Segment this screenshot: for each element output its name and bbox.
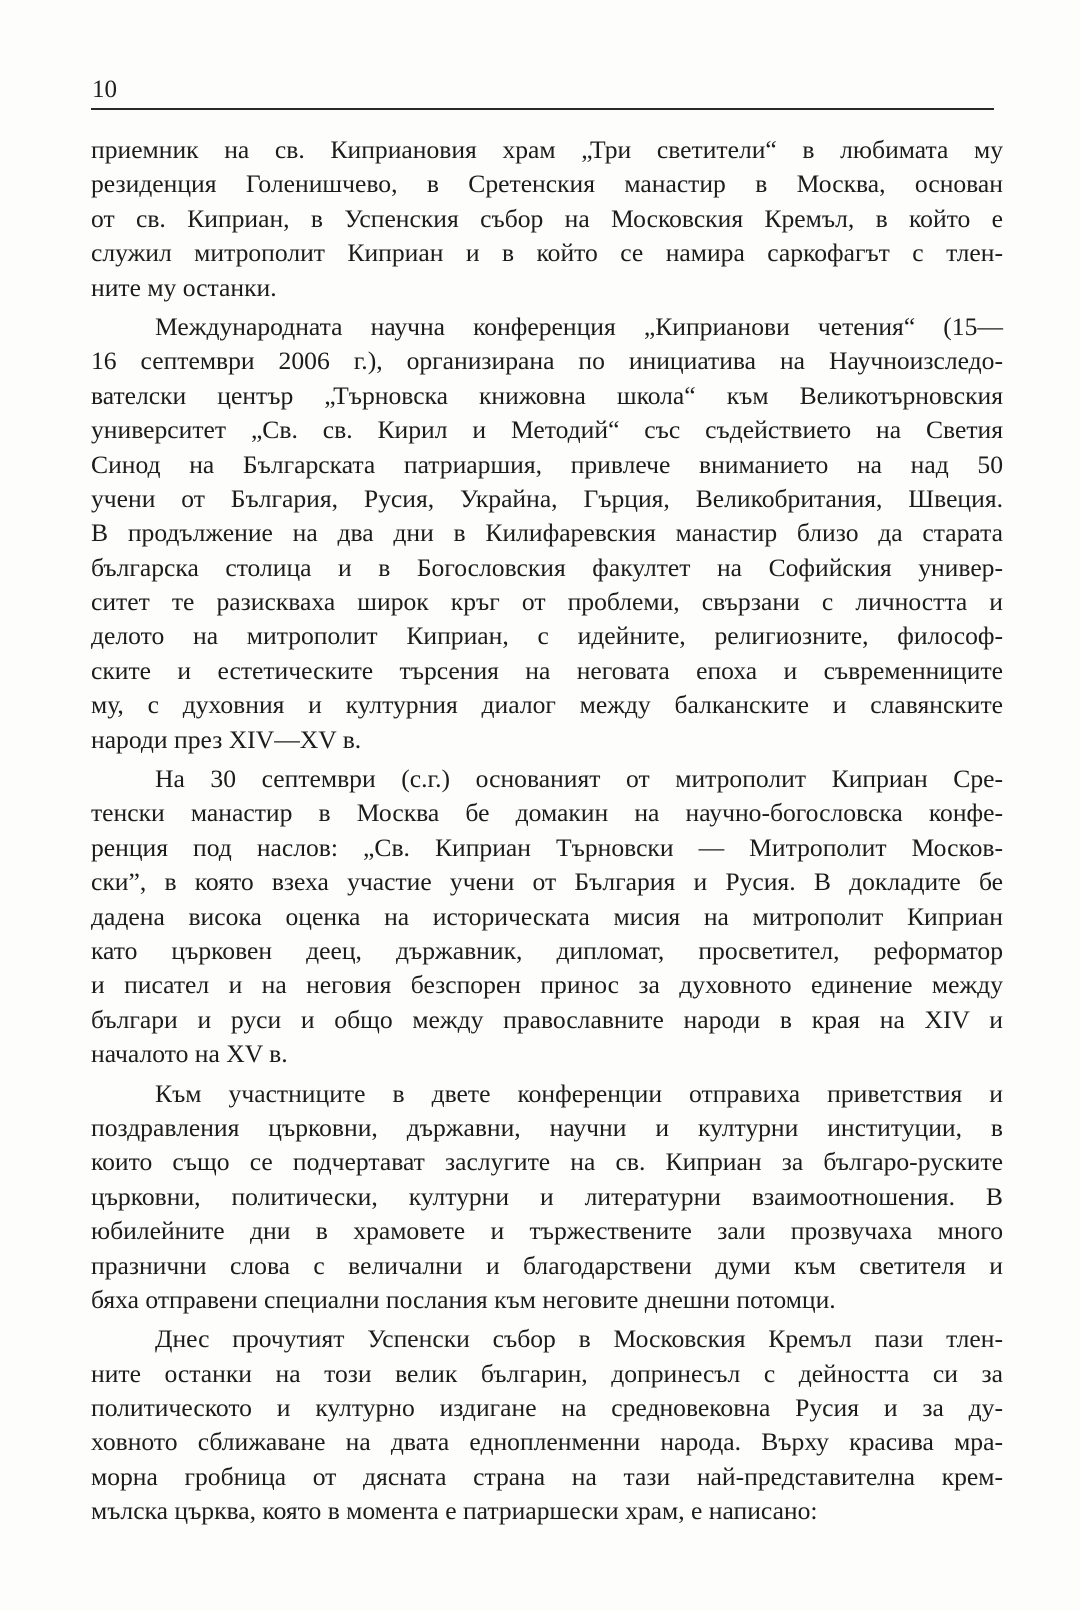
text-line: В продължение на два дни в Килифаревския манастир близо да старата <box>91 518 1003 548</box>
text-line: юбилейните дни в храмовете и тържествените зали прозвучаха много <box>91 1216 1003 1246</box>
text-line: мълска църква, която в момента е патриаршески храм, е написано: <box>91 1496 818 1526</box>
text-line: учени от България, Русия, Украйна, Гърция, Великобритания, Швеция. <box>91 483 1003 513</box>
text-line: политическото и културно издигане на средновековна Русия и за ду- <box>91 1393 1003 1423</box>
text-line: ховното сближаване на двата еднопленменни народа. Върху красива мра- <box>91 1427 1003 1457</box>
text-line: от св. Киприан, в Успенския събор на Московския Кремъл, в който е <box>91 203 1003 233</box>
paragraph <box>91 133 1003 305</box>
body-text <box>91 133 1003 1529</box>
text-line: приемник на св. Киприановия храм „Три светители“ в любимата му <box>91 135 1003 164</box>
text-line: българска столица и в Богословския факултет на Софийския универ- <box>91 552 1003 582</box>
text-line: които също се подчертават заслугите на св. Киприан за българо-руските <box>91 1147 1003 1177</box>
text-line: служил митрополит Киприан и в който се намира саркофагът с тлен- <box>91 238 1003 268</box>
text-line: университет „Св. св. Кирил и Методий“ със съдействието на Светия <box>91 415 1003 445</box>
text-line: църковни, политически, културни и литературни взаимоотношения. В <box>91 1181 1003 1211</box>
text-line: дадена висока оценка на историческата мисия на митрополит Киприан <box>91 901 1003 931</box>
text-line: и писател и на неговия безспорен принос за духовното единение между <box>91 970 1003 1000</box>
paragraph <box>91 310 1003 757</box>
text-line: ситет те разискваха широк кръг от проблеми, свързани с личността и <box>91 587 1003 617</box>
text-line: ренция под наслов: „Св. Киприан Търновски — Митрополит Москов- <box>91 832 1003 862</box>
text-line: българи и руси и общо между православните народи в края на XIV и <box>91 1004 1003 1034</box>
page-number: 10 <box>92 76 117 103</box>
text-line: резиденция Голенишчево, в Сретенския манастир в Москва, основан <box>91 169 1003 199</box>
page-header <box>91 76 994 110</box>
text-line: народи през XIV—XV в. <box>91 724 362 754</box>
paragraph <box>91 1077 1003 1318</box>
text-line: Международната научна конференция „Киприанови четения“ (15— <box>155 311 1003 341</box>
text-line: бяха отправени специални послания към неговите днешни потомци. <box>91 1284 836 1314</box>
text-line: ски”, в която взеха участие учени от България и Русия. В докладите бе <box>91 867 1003 897</box>
text-line: делото на митрополит Киприан, с идейните, религиозните, философ- <box>91 621 1003 651</box>
text-line: празнични слова с величални и благодарствени думи към светителя и <box>91 1250 1003 1280</box>
paragraph <box>91 1322 1003 1528</box>
text-line: тенски манастир в Москва бе домакин на научно-богословска конфе- <box>91 798 1003 828</box>
text-line: На 30 септември (с.г.) основаният от митрополит Киприан Сре- <box>155 764 1003 794</box>
text-line: ните му останки. <box>91 272 277 302</box>
text-line: ските и естетическите търсения на неговата епоха и съвременниците <box>91 655 1003 685</box>
text-line: началото на XV в. <box>91 1039 288 1069</box>
text-line: вателски център „Търновска книжовна школа“ към Великотърновския <box>91 380 1003 410</box>
text-line: му, с духовния и културния диалог между балканските и славянските <box>91 690 1003 720</box>
paragraph <box>91 762 1003 1072</box>
text-line: 16 септември 2006 г.), организирана по инициатива на Научноизследо- <box>91 346 1003 376</box>
text-line: Към участниците в двете конференции отправиха приветствия и <box>155 1078 1003 1108</box>
text-line: поздравления църковни, държавни, научни и културни институции, в <box>91 1112 1003 1142</box>
text-line: ните останки на този велик българин, допринесъл с дейността си за <box>91 1358 1003 1388</box>
text-line: Синод на Българската патриаршия, привлече вниманието на над 50 <box>91 449 1003 479</box>
text-line: Днес прочутият Успенски събор в Московския Кремъл пази тлен- <box>155 1324 1003 1354</box>
text-line: морна гробница от дясната страна на тази най-представителна крем- <box>91 1461 1003 1491</box>
text-line: като църковен деец, държавник, дипломат, просветител, реформатор <box>91 935 1003 965</box>
